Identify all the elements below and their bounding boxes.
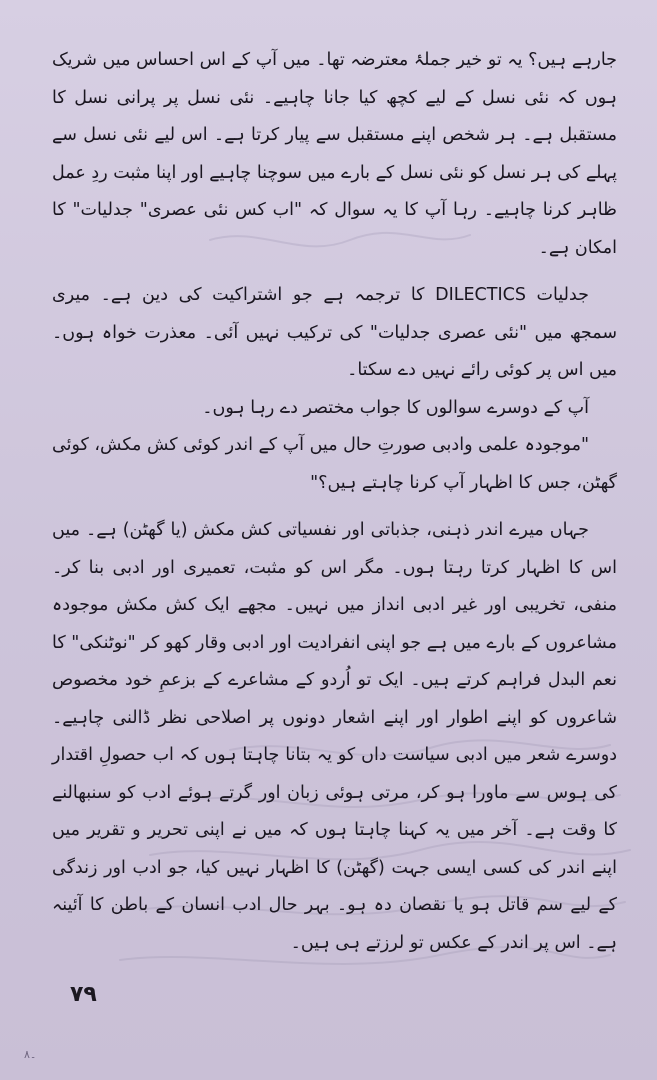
corner-mark: ۔۸ xyxy=(24,1048,37,1061)
page-number: ۷۹ xyxy=(70,982,97,1007)
urdu-text-block xyxy=(52,42,617,962)
paragraph-2 xyxy=(52,277,617,390)
paragraph-4-question: "موجودہ علمی وادبی صورتِ حال میں آپ کے اندر کوئی کش مکش، کوئی گھٹن، جس کا اظہار آپ کرنا چاہتے ہیں؟" xyxy=(52,435,617,493)
paragraph-2-text: جدلیات DILECTICS کا ترجمہ ہے جو اشتراکیت کی دین ہے۔ میری سمجھ میں "نئی عصری جدلیات" کی ترکیب نہیں آئی۔ معذرت خواہ ہوں۔ میں اس پر کوئی رائے نہیں دے سکتا۔ xyxy=(52,285,617,380)
paragraph-1: جارہے ہیں؟ یہ تو خیر جملۂ معترضہ تھا۔ میں آپ کے اس احساس میں شریک ہوں کہ نئی نسل کے لیے کچھ کیا جانا چاہیے۔ نئی نسل پر پرانی نسل کا مستقبل ہے۔ ہر شخص اپنے مستقبل سے پیار کرتا ہے۔ اس لیے نئی نسل سے پہلے کی ہر نسل کو نئی نسل کے بارے میں سوچنا چاہیے اور اپنا مثبت ردِ عمل ظاہر کرنا چاہیے۔ رہا آپ کا یہ سوال کہ "اب کس نئی عصری" جدلیات" کا امکان ہے۔ xyxy=(52,50,617,258)
paragraph-3: آپ کے دوسرے سوالوں کا جواب مختصر دے رہا ہوں۔ xyxy=(202,397,589,418)
paragraph-5-answer: جہاں میرے اندر ذہنی، جذباتی اور نفسیاتی کش مکش (یا گھٹن) ہے۔ میں اس کا اظہار کرتا رہتا ہوں۔ مگر اس کو مثبت، تعمیری اور ادبی بنا کر۔ منفی، تخریبی اور غیر ادبی انداز میں نہیں۔ مجھے ایک کش مکش موجودہ مشاعروں کے بارے میں ہے جو اپنی انفرادیت اور ادبی وقار کھو کر "نوٹنکی" کا نعم البدل فراہم کرتے ہیں۔ ایک تو اُردو کے مشاعرے کے بزعمِ خود مخصوص شاعروں کو اپنے اطوار اور اپنے اشعار دونوں پر اصلاحی نظر ڈالنی چاہیے۔ دوسرے شعر میں ادبی سیاست داں کو یہ بتانا چاہتا ہوں کہ اب حصولِ اقتدار کی ہوس سے ماورا ہو کر، مرتی ہوئی زبان اور گرتے ہوئے ادب کو سنبھالنے کا وقت ہے۔ آخر میں یہ کہنا چاہتا ہوں کہ میں نے اپنی تحریر و تقریر میں اپنے اندر کی کسی ایسی جہت (گھٹن) کا اظہار نہیں کیا، جو ادب اور زندگی کے لیے سم قاتل ہو یا نقصان دہ ہو۔ بہر حال ادب انسان کے باطن کا آئینہ ہے۔ اس پر اندر کے عکس تو لرزتے ہی ہیں۔ xyxy=(52,520,617,953)
